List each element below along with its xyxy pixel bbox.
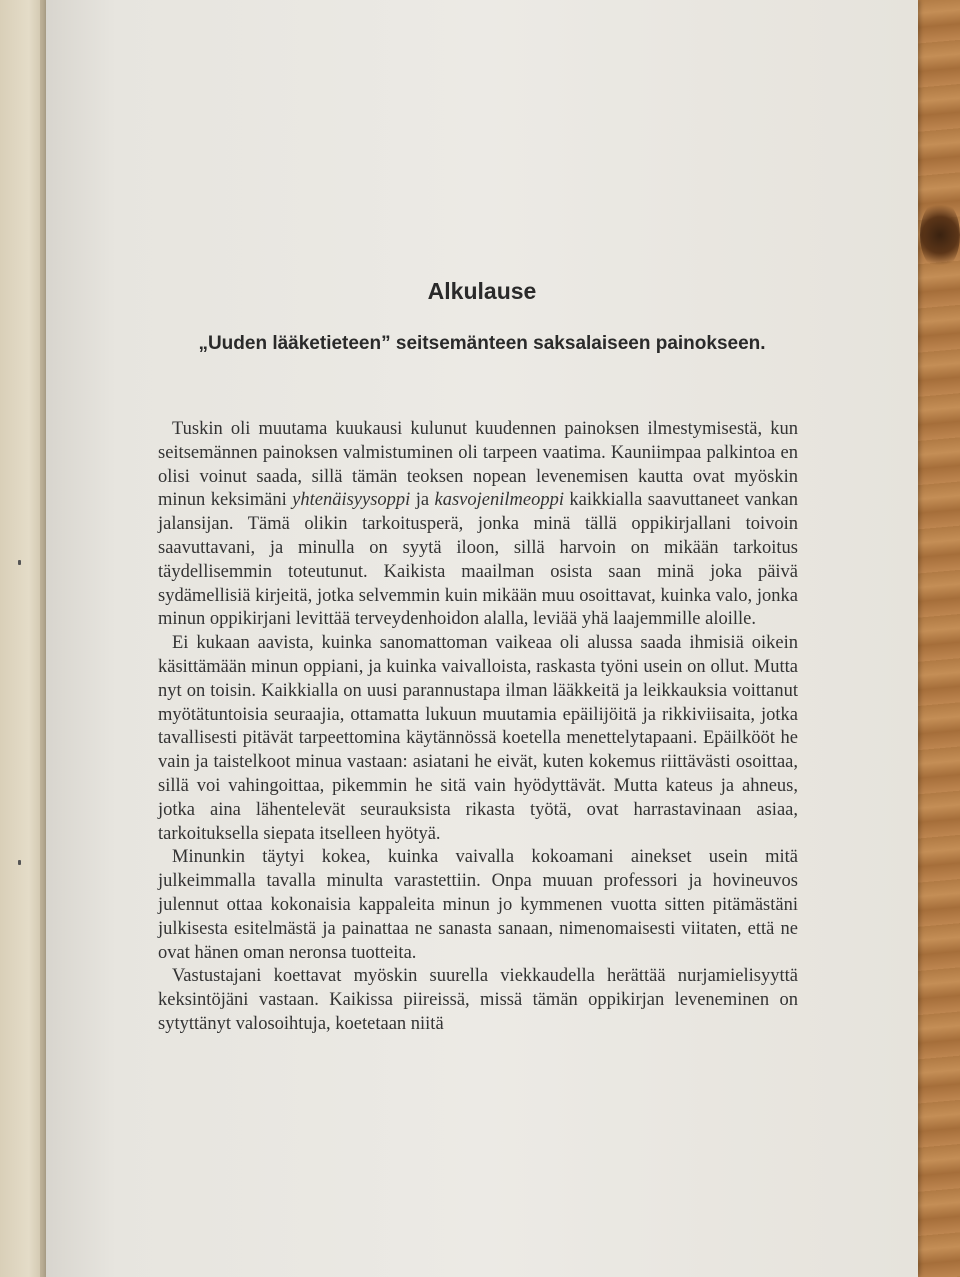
- emphasized-term: kasvojenilmeoppi: [434, 490, 564, 511]
- text-segment: ja: [410, 490, 435, 511]
- body-text: [158, 418, 798, 1037]
- paragraph: [158, 846, 798, 965]
- paragraph: [158, 632, 798, 846]
- page-title: Alkulause: [427, 278, 537, 304]
- text-segment: Minunkin täytyi kokea, kuinka vaivalla kokoamani ainekset usein mitä julkeimmalla tavalla minulta varastettiin. Onpa muuan professori ja hovineuvos julennut ottaa kokonaisia kappaleita minun jo kymmenen vuotta sitten pitämästäni julkisesta esitelmästä ja painattaa ne sanasta sanaan, nimenomaisesti viitaten, että ne ovat hänen oman neronsa tuotteita.: [158, 847, 798, 963]
- emphasized-term: yhtenäisyysoppi: [292, 490, 411, 511]
- binding-hole: [18, 860, 21, 865]
- paragraph: [158, 965, 798, 1036]
- text-segment: kaikkialla saavuttaneet vankan jalansijan. Tämä olikin tarkoitusperä, jonka minä tällä oppikirjallani toivoin saavuttavani, ja minulla on syytä iloon, sillä harvoin on mikään tarkoitus täydellisemmin toteutunut. Kaikista maailman osista saan minä joka päivä sydämellisiä kirjeitä, jotka selvemmin kuin mikään muu osoittavat, kuinka valo, jonka minun oppikirjani levittää terveydenhoidon alalla, leviää yhä laajemmille aloille.: [158, 490, 799, 630]
- text-segment: Tuskin oli muutama kuukausi kulunut kuudennen painoksen ilmestymisestä, kun seitsemännen painoksen valmistuminen oli tarpeen vaatima. Kauniimpaa palkintoa en olisi voinut saada, sillä tämän teoksen nopean levenemisen kautta ovat myöskin minun keksimäni: [158, 419, 798, 511]
- binding-hole: [18, 560, 21, 565]
- book-page: [46, 0, 918, 1277]
- wood-knot: [920, 200, 960, 270]
- text-segment: Vastustajani koettavat myöskin suurella viekkaudella herättää nurjamielisyyttä keksintöjäni vastaan. Kaikissa piireissä, missä tämän oppikirjan leveneminen on sytyttänyt valosoihtuja, koetetaan niitä: [158, 966, 798, 1034]
- text-segment: Ei kukaan aavista, kuinka sanomattoman vaikeaa oli alussa saada ihmisiä oikein käsittämään minun oppiani, ja kuinka vaivalloista, raskasta työni usein on ollut. Mutta nyt on toisin. Kaikkialla on uusi parannustapa ilman lääkkeitä ja leikkauksia voittanut myötätuntoisia seuraajia, ottamatta lukuun muutamia epäilijöitä ja rikkiviisaita, jotka tavallisesti pitävät tarpeettomina käytännössä koetella menettelytapaani. Epäilkööt he vain ja taistelkoot minua vastaan: asiatani he eivät, kuten kokemus riittävästi osoittaa, sillä voi vahingoittaa, pikemmin he sitä vain hyödyttävät. Mutta kateus ja ahneus, jotka aina lähentelevät seurauksista rikasta työtä, ovat harrastavinaan asiaa, tarkoituksella siepata itselleen hyötyä.: [158, 633, 798, 844]
- paragraph: [158, 418, 798, 632]
- page-subtitle: „Uuden lääketieteen” seitsemänteen saksalaiseen painokseen.: [198, 333, 766, 354]
